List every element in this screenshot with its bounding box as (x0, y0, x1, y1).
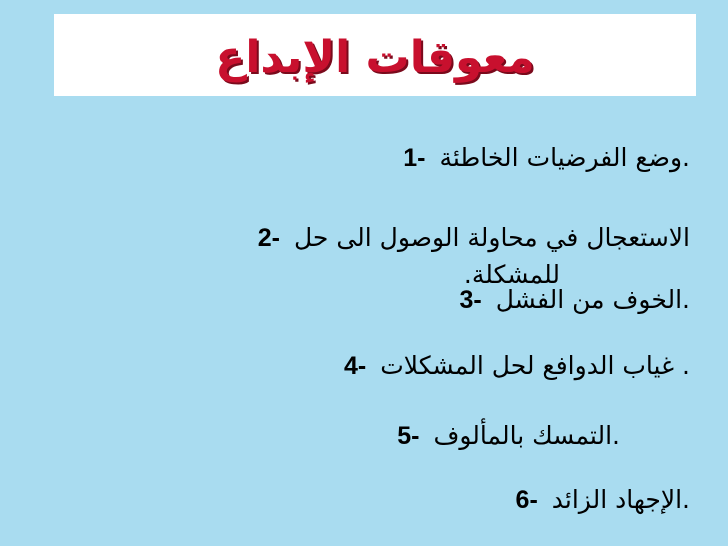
item-text-3: .الخوف من الفشل (495, 285, 690, 314)
slide-title: معوقات الإبداع (215, 32, 535, 83)
list-item-3 (460, 287, 690, 313)
list-item-5 (397, 423, 620, 449)
item-text-5: .التمسك بالمألوف (433, 421, 620, 450)
item-text-2: الاستعجال في محاولة الوصول الى حل (293, 223, 690, 252)
item-number-6: 6- (515, 486, 538, 514)
title-box (54, 14, 696, 96)
list-item-6 (516, 487, 690, 513)
item-number-4: 4- (344, 352, 367, 380)
list-item-1 (403, 145, 690, 171)
item-text-6: .الإجهاد الزائد (551, 485, 690, 514)
item-number-5: 5- (397, 422, 420, 450)
list-item-2 (258, 225, 690, 251)
list-item-2-continuation (464, 262, 560, 287)
item-number-2: 2- (257, 224, 280, 252)
list-item-4 (344, 353, 690, 379)
item-text-4: . غياب الدوافع لحل المشكلات (380, 351, 690, 380)
item-text-1: .وضع الفرضيات الخاطئة (439, 143, 690, 172)
item-number-3: 3- (459, 286, 482, 314)
item-number-1: 1- (403, 144, 426, 172)
item-text-2-continuation: للمشكلة. (463, 260, 560, 289)
